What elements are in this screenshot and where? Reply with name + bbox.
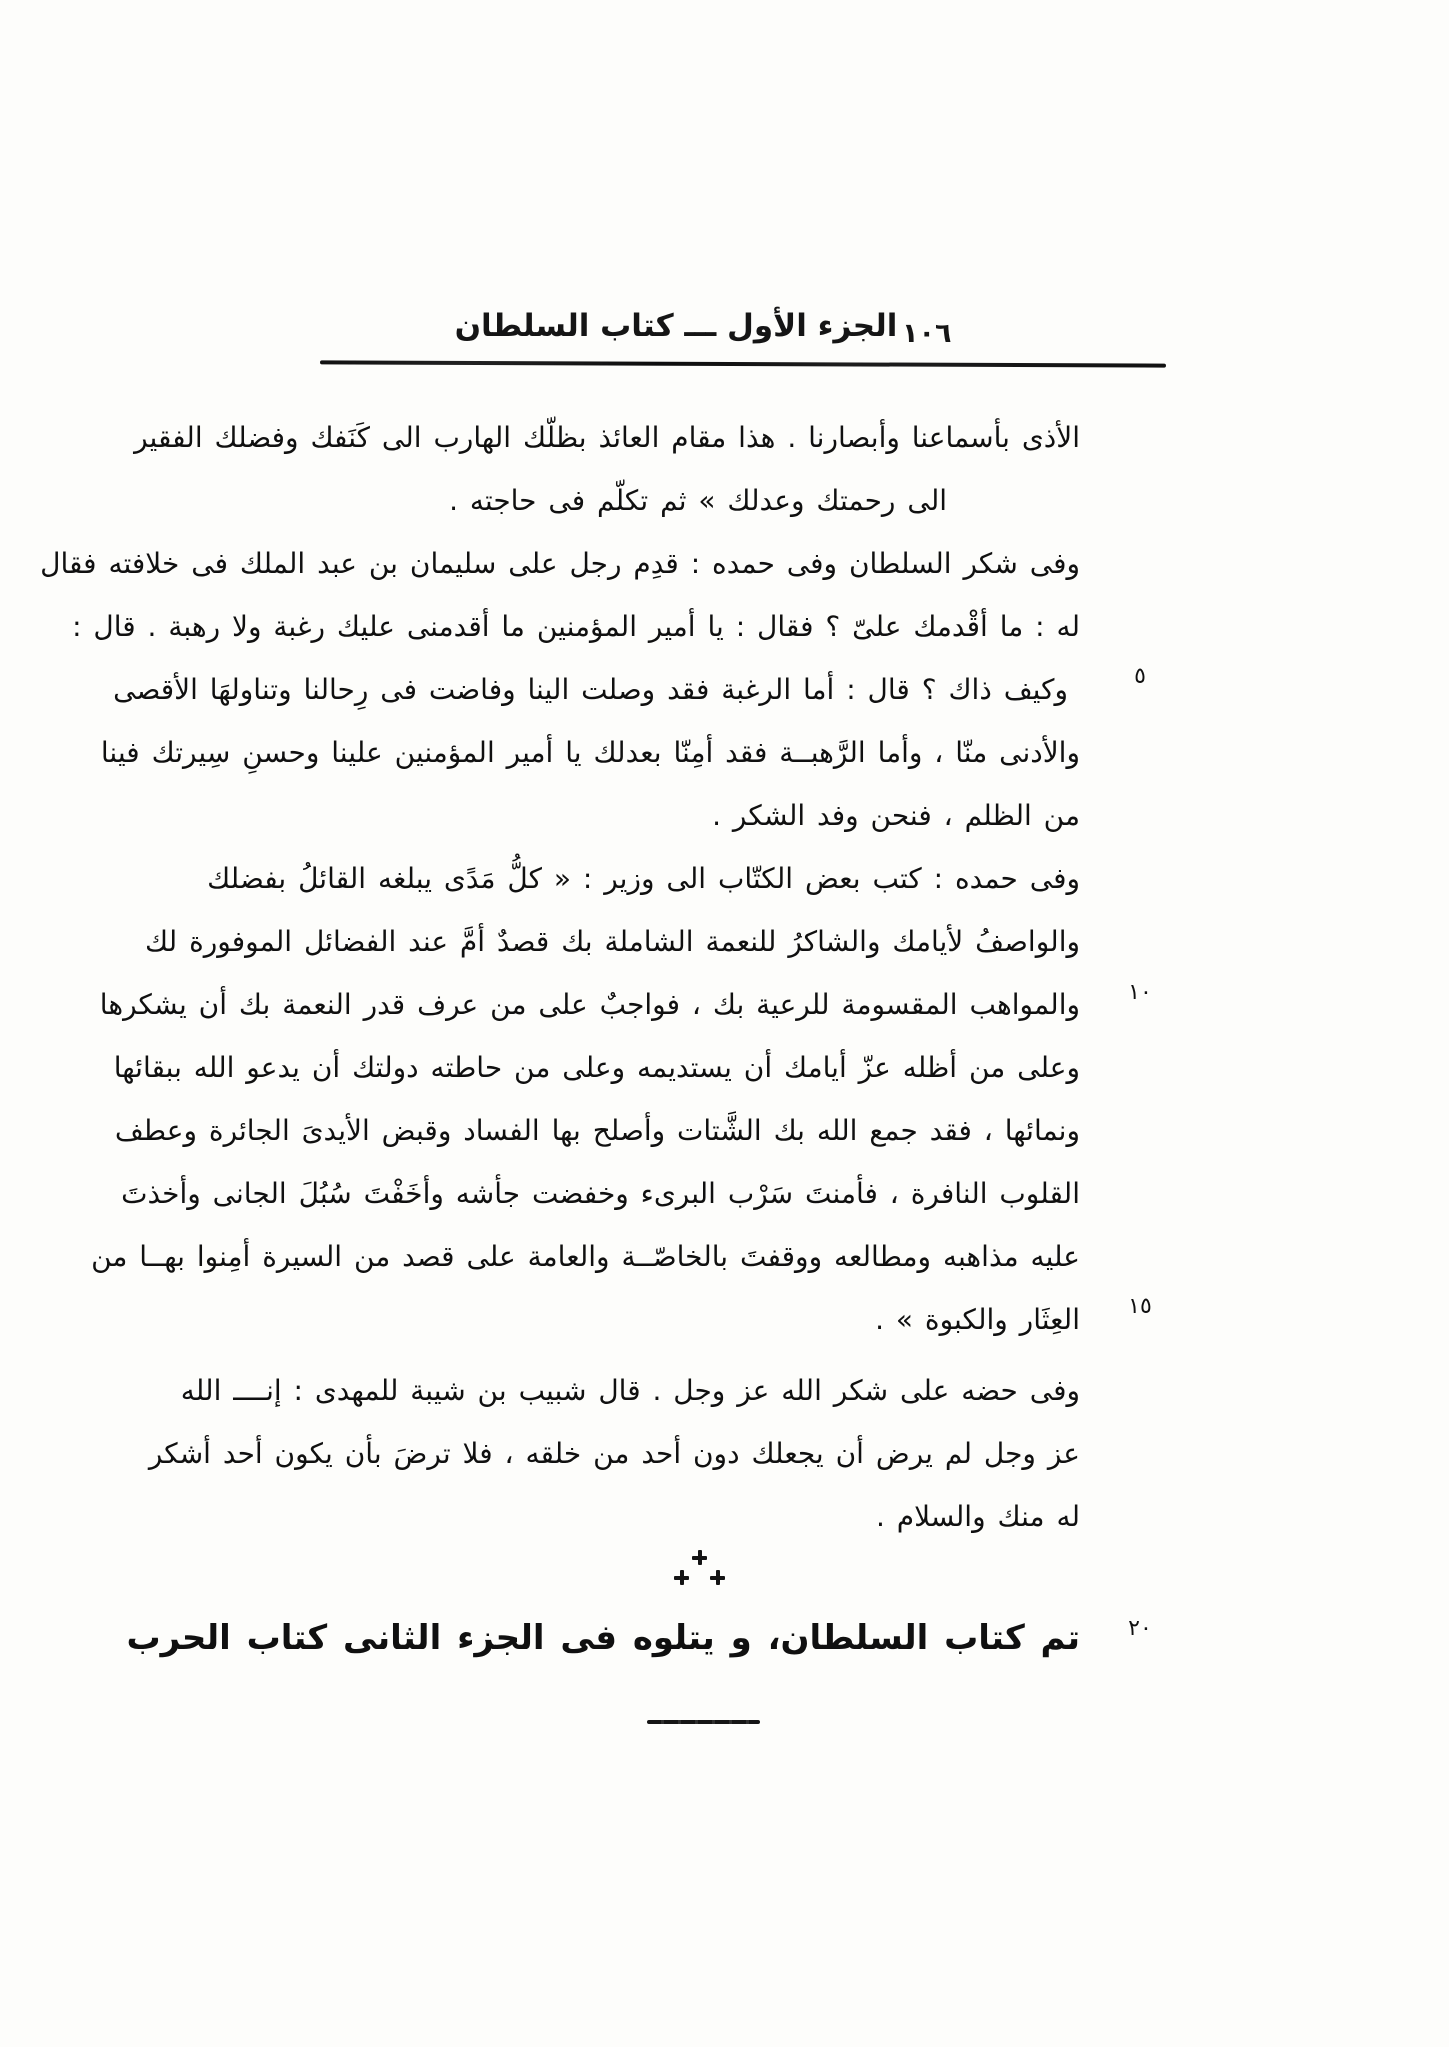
margin-line-number-20: ٢٠ <box>1128 1616 1152 1641</box>
cross-icon <box>674 1570 689 1585</box>
ornament-group <box>668 1548 732 1594</box>
margin-line-number-5: ٥ <box>1134 664 1146 689</box>
body-line: له منك والسلام . <box>875 1500 1080 1533</box>
body-line: من الظلم ، فنحن وفد الشكر . <box>712 799 1080 832</box>
body-line: وكيف ذاك ؟ قال : أما الرغبة فقد وصلت الينا وفاضت فى رِحالنا وتناولهَا الأقصى <box>113 673 1068 706</box>
colophon-text: تم كتاب السلطان، و يتلوه فى الجزء الثانى كتاب الحرب <box>126 1618 1080 1658</box>
end-rule <box>647 1720 760 1724</box>
body-line: عز وجل لم يرض أن يجعلك دون أحد من خلقه ، فلا ترضَ بأن يكون أحد أشكر <box>148 1437 1080 1470</box>
body-line: وفى حضه على شكر الله عز وجل . قال شبيب بن شيبة للمهدى : إنــــ الله <box>180 1374 1080 1407</box>
body-line: وعلى من أظله عزّ أيامك أن يستديمه وعلى من حاطته دولتك أن يدعو الله ببقائها <box>113 1051 1080 1084</box>
body-line: الأذى بأسماعنا وأبصارنا . هذا مقام العائذ بظلّك الهارب الى كَنَفك وفضلك الفقير <box>134 421 1080 454</box>
body-line: له : ما أقْدمك علىّ ؟ فقال : يا أمير المؤمنين ما أقدمنى عليك رغبة ولا رهبة . قال : <box>72 610 1080 643</box>
body-line: والأدنى منّا ، وأما الرَّهبــة فقد أمِنّا بعدلك يا أمير المؤمنين علينا وحسنِ سِيرتك فينا <box>100 736 1080 769</box>
page-number: ١٠٦ <box>902 318 952 349</box>
margin-line-number-15: ١٥ <box>1128 1294 1152 1319</box>
body-line: القلوب النافرة ، فأمنتَ سَرْب البرىء وخفضت جأشه وأخَفْتَ سُبُلَ الجانى وأخذتَ <box>121 1177 1080 1210</box>
body-line: العِثَار والكبوة » . <box>875 1303 1080 1336</box>
body-line: وفى حمده : كتب بعض الكتّاب الى وزير : « كلُّ مَدًى يبلغه القائلُ بفضلك <box>207 862 1080 895</box>
body-line: ونمائها ، فقد جمع الله بك الشَّتات وأصلح بها الفساد وقبض الأيدىَ الجائرة وعطف <box>114 1114 1080 1147</box>
body-line: وفى شكر السلطان وفى حمده : قدِم رجل على سليمان بن عبد الملك فى خلافته فقال <box>40 547 1080 580</box>
body-line: الى رحمتك وعدلك » ثم تكلّم فى حاجته . <box>449 484 947 517</box>
body-line: عليه مذاهبه ومطالعه ووقفتَ بالخاصّــة والعامة على قصد من السيرة أمِنوا بهــا من <box>91 1240 1080 1273</box>
running-head-title: الجزء الأول ـــ كتاب السلطان <box>454 308 898 344</box>
cross-icon <box>710 1570 725 1585</box>
body-line: والمواهب المقسومة للرعية بك ، فواجبٌ على من عرف قدر النعمة بك أن يشكرها <box>99 988 1080 1021</box>
margin-line-number-10: ١٠ <box>1128 980 1152 1005</box>
body-line: والواصفُ لأيامك والشاكرُ للنعمة الشاملة بك قصدٌ أمَّ عند الفضائل الموفورة لك <box>145 925 1080 958</box>
cross-icon <box>692 1550 707 1565</box>
header-rule <box>320 360 1166 367</box>
body-text-block <box>40 406 1080 1548</box>
